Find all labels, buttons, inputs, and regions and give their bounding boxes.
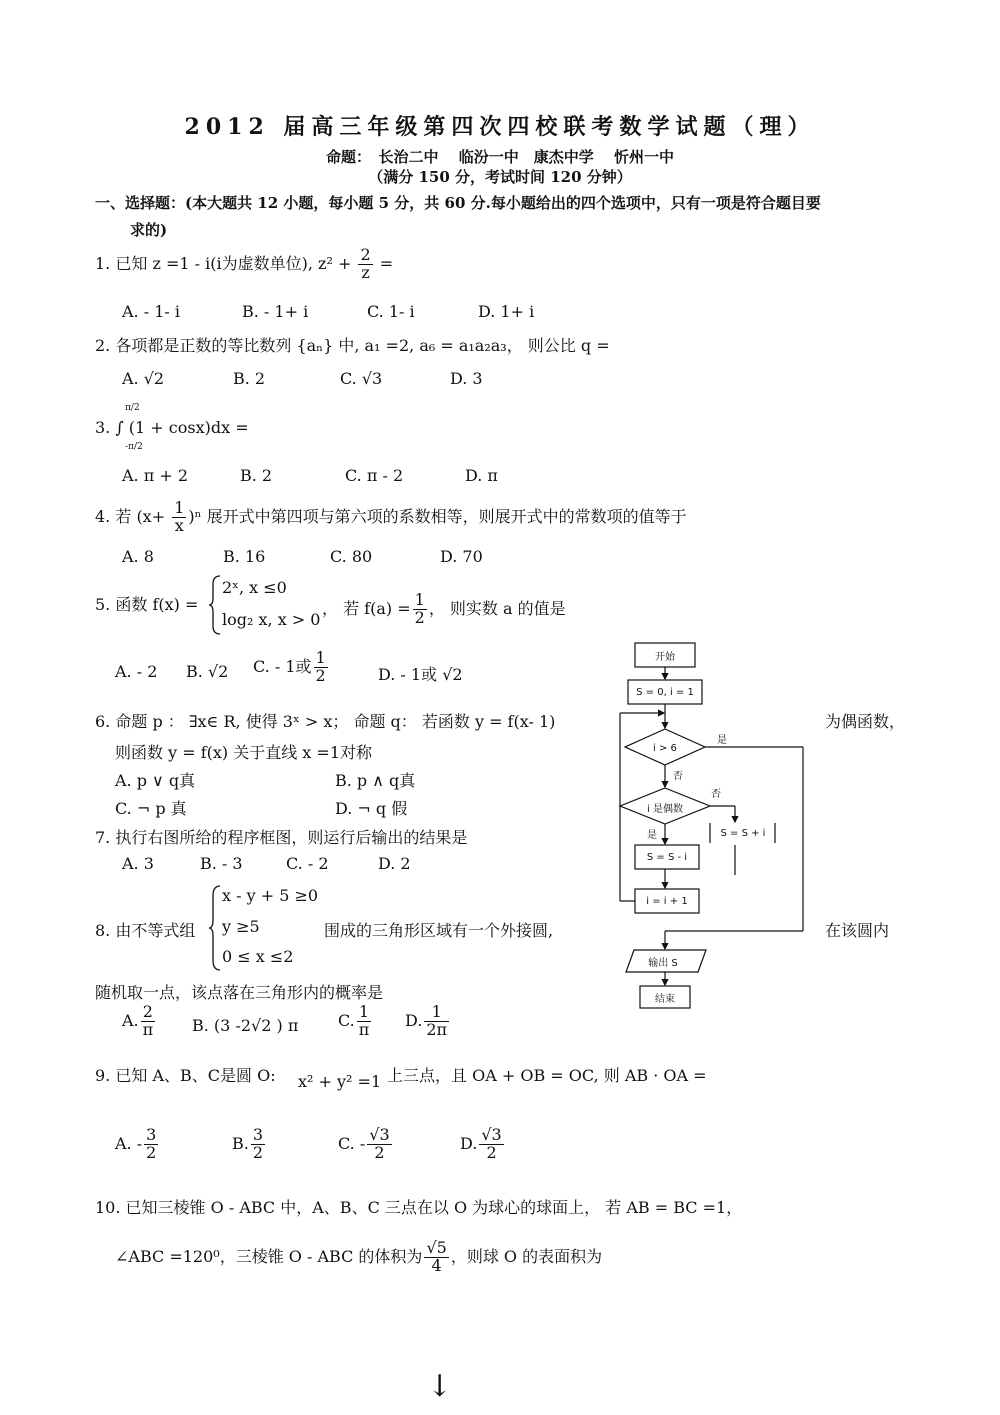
q8-option-a-num: 2 xyxy=(141,1004,156,1022)
q9-option-a-num: 3 xyxy=(146,1125,157,1144)
exam-info: （满分 150 分，考试时间 120 分钟） xyxy=(368,168,632,186)
q1-text: 1. 已知 z =1 - i(i为虚数单位), z² + xyxy=(95,253,357,273)
q9-option-d-label: D. xyxy=(460,1133,478,1153)
q2-option-d: D. 3 xyxy=(450,369,483,388)
q5-case-2: log₂ x, x > 0 xyxy=(222,610,321,629)
q9-option-a-den: 2 xyxy=(146,1142,157,1162)
q3-option-a: A. π + 2 xyxy=(122,466,188,485)
q4-option-a: A. 8 xyxy=(122,547,154,566)
q6-option-c: C. ¬ p 真 xyxy=(115,799,187,818)
q4-frac-den: x xyxy=(174,515,184,535)
q8-ineq-3: 0 ≤ x ≤2 xyxy=(222,947,294,966)
q9-option-c-num: √3 xyxy=(369,1125,390,1144)
q9-option-c-den: 2 xyxy=(374,1142,385,1162)
q8-ineq-2: y ≥5 xyxy=(222,917,260,936)
q8-line-2: 随机取一点，该点落在三角形内的概率是 xyxy=(95,983,384,1002)
q10-line-2 xyxy=(115,1240,602,1275)
q10-line-1: 10. 已知三棱锥 O - ABC 中，A、B、C 三点在以 O 为球心的球面上， 若 AB = BC =1， xyxy=(95,1198,743,1217)
q8-option-c-num: 1 xyxy=(357,1004,372,1022)
q1-option-d: D. 1+ i xyxy=(478,302,535,321)
q5-option-a: A. - 2 xyxy=(115,662,158,681)
q10-frac-den: 4 xyxy=(431,1255,442,1275)
q8-option-a xyxy=(122,1004,157,1039)
q8-option-b: B. (3 -2√2 ) π xyxy=(192,1016,299,1035)
q8-tail: 在该圆内 xyxy=(825,921,890,940)
q5-text-b xyxy=(322,592,566,627)
q8-option-a-den: π xyxy=(142,1019,154,1039)
flowchart-increment: i = i + 1 xyxy=(646,895,688,907)
q4-frac-num: 1 xyxy=(174,498,185,517)
q8-option-a-label: A. xyxy=(122,1010,139,1030)
q4-option-c: C. 80 xyxy=(330,547,373,566)
question-4 xyxy=(95,500,687,535)
flowchart-start: 开始 xyxy=(655,651,675,663)
question-1 xyxy=(95,247,393,282)
q5-text-b-span: ， 若 f(a) = xyxy=(322,598,411,618)
q5-text-a: 5. 函数 f(x) = xyxy=(95,595,199,614)
q3-option-b: B. 2 xyxy=(240,466,273,485)
q2-option-b: B. 2 xyxy=(233,369,266,388)
question-2: 2. 各项都是正数的等比数列 {aₙ} 中, a₁ =2, a₆ = a₁a₂a₃， 则公比 q = xyxy=(95,336,610,355)
q9-option-b xyxy=(232,1127,267,1162)
q8-mid: 围成的三角形区域有一个外接圆, xyxy=(324,921,554,940)
page-title: 2012 届高三年级第四次四校联考数学试题（理） xyxy=(184,114,816,140)
flowchart-no-1: 否 xyxy=(673,770,683,782)
q9-option-b-den: 2 xyxy=(252,1142,264,1162)
q8-option-c xyxy=(338,1004,373,1039)
flowchart-odd-step: S = S + i xyxy=(720,827,766,839)
q8-option-d-num: 1 xyxy=(424,1004,449,1022)
q5-option-b: B. √2 xyxy=(186,662,229,681)
flowchart-cond-2: i 是偶数 xyxy=(647,803,683,815)
q3-option-d: D. π xyxy=(465,466,498,485)
q8-option-c-label: C. xyxy=(338,1010,355,1030)
q5-option-c-num: 1 xyxy=(315,648,326,667)
q3-lower-limit: -π/2 xyxy=(125,442,143,452)
q6-option-d: D. ¬ q 假 xyxy=(335,799,408,818)
q7-option-b: B. - 3 xyxy=(200,854,243,873)
q8-option-c-den: π xyxy=(358,1019,370,1039)
q2-option-a: A. √2 xyxy=(122,369,165,388)
q1-option-c: C. 1- i xyxy=(367,302,415,321)
section-heading-line2: 求的) xyxy=(130,221,168,239)
q2-option-c: C. √3 xyxy=(340,369,383,388)
q6-line-2: 则函数 y = f(x) 关于直线 x =1对称 xyxy=(115,743,373,762)
q9-option-d-den: 2 xyxy=(486,1142,497,1162)
flowchart-no-2: 否 xyxy=(711,788,721,800)
q5-frac-den: 2 xyxy=(414,607,425,627)
q9-option-a xyxy=(115,1127,160,1162)
q9-option-b-label: B. xyxy=(232,1133,249,1153)
q5-option-c-den: 2 xyxy=(315,665,326,685)
flowchart-yes-1: 是 xyxy=(717,734,727,746)
flowchart-init: S = 0, i = 1 xyxy=(636,686,694,698)
q4-text-b: )ⁿ 展开式中第四项与第六项的系数相等，则展开式中的常数项的值等于 xyxy=(188,506,687,526)
q6-line-1: 6. 命题 p ： ∃x∈ R, 使得 3ˣ > x； 命题 q： 若函数 y = f(x- 1) xyxy=(95,712,556,731)
q5-option-c xyxy=(253,650,330,685)
flowchart-yes-2: 是 xyxy=(647,829,657,841)
q5-text-c: ， 则实数 a 的值是 xyxy=(428,598,566,618)
q9-option-c xyxy=(338,1127,394,1162)
q5-brace xyxy=(208,574,222,636)
q5-option-d: D. - 1或 √2 xyxy=(378,665,463,684)
q5-option-c-text: C. - 1或 xyxy=(253,656,312,676)
q9-equation: x² + y² =1 xyxy=(298,1072,382,1091)
q10-line-2-b: ，则球 O 的表面积为 xyxy=(450,1246,603,1266)
question-3: 3. ∫ (1 + cosx)dx = xyxy=(95,418,249,437)
q8-ineq-1: x - y + 5 ≥0 xyxy=(222,886,319,905)
q1-option-b: B. - 1+ i xyxy=(242,302,309,321)
q9-option-a-label: A. - xyxy=(115,1133,143,1153)
question-7: 7. 执行右图所给的程序框图，则运行后输出的结果是 xyxy=(95,828,468,847)
flowchart-end: 结束 xyxy=(655,993,675,1005)
q8-option-d-den: 2π xyxy=(426,1019,448,1039)
flowchart-output: 输出 S xyxy=(648,957,678,969)
q9-text-b: 上三点，且 OA + OB = OC, 则 AB · OA = xyxy=(387,1066,707,1085)
exam-setters: 命题： 长治二中 临汾一中 康杰中学 忻州一中 xyxy=(326,148,674,166)
q1-tail: = xyxy=(374,253,394,273)
q7-option-d: D. 2 xyxy=(378,854,411,873)
q1-frac-den: z xyxy=(361,262,370,282)
section-heading-line1: 一、选择题：(本大题共 12 小题，每小题 5 分，共 60 分.每小题给出的四个选项中，只有一项是符合题目要 xyxy=(95,194,821,212)
q9-option-d xyxy=(460,1127,506,1162)
q3-upper-limit: π/2 xyxy=(125,403,140,413)
next-page-arrow-icon: ↓ xyxy=(427,1369,453,1404)
q4-text-a: 4. 若 (x+ xyxy=(95,506,171,526)
q6-line-1-tail: 为偶函数， xyxy=(825,712,906,731)
q5-frac-num: 1 xyxy=(414,590,425,609)
q9-option-d-num: √3 xyxy=(481,1125,502,1144)
q10-frac-num: √5 xyxy=(426,1238,447,1257)
flowchart-cond-1: i > 6 xyxy=(653,742,677,754)
q7-option-a: A. 3 xyxy=(122,854,154,873)
q9-option-c-label: C. - xyxy=(338,1133,366,1153)
q8-option-d-label: D. xyxy=(405,1010,423,1030)
q7-option-c: C. - 2 xyxy=(286,854,329,873)
q4-option-d: D. 70 xyxy=(440,547,483,566)
q6-option-a: A. p ∨ q真 xyxy=(115,771,196,790)
q10-line-2-a: ∠ABC =120⁰，三棱锥 O - ABC 的体积为 xyxy=(115,1246,423,1266)
q4-option-b: B. 16 xyxy=(223,547,266,566)
q9-option-b-num: 3 xyxy=(252,1125,264,1144)
q8-brace xyxy=(208,884,222,972)
q1-option-a: A. - 1- i xyxy=(122,302,181,321)
q8-pre: 8. 由不等式组 xyxy=(95,921,196,940)
q6-option-b: B. p ∧ q真 xyxy=(335,771,416,790)
q5-case-1: 2ˣ, x ≤0 xyxy=(222,578,287,597)
q3-option-c: C. π - 2 xyxy=(345,466,404,485)
q1-frac-num: 2 xyxy=(360,245,371,264)
q9-text-a: 9. 已知 A、B、C是圆 O: xyxy=(95,1066,276,1085)
flowchart-even-step: S = S - i xyxy=(646,851,688,863)
q8-option-d xyxy=(405,1004,451,1039)
